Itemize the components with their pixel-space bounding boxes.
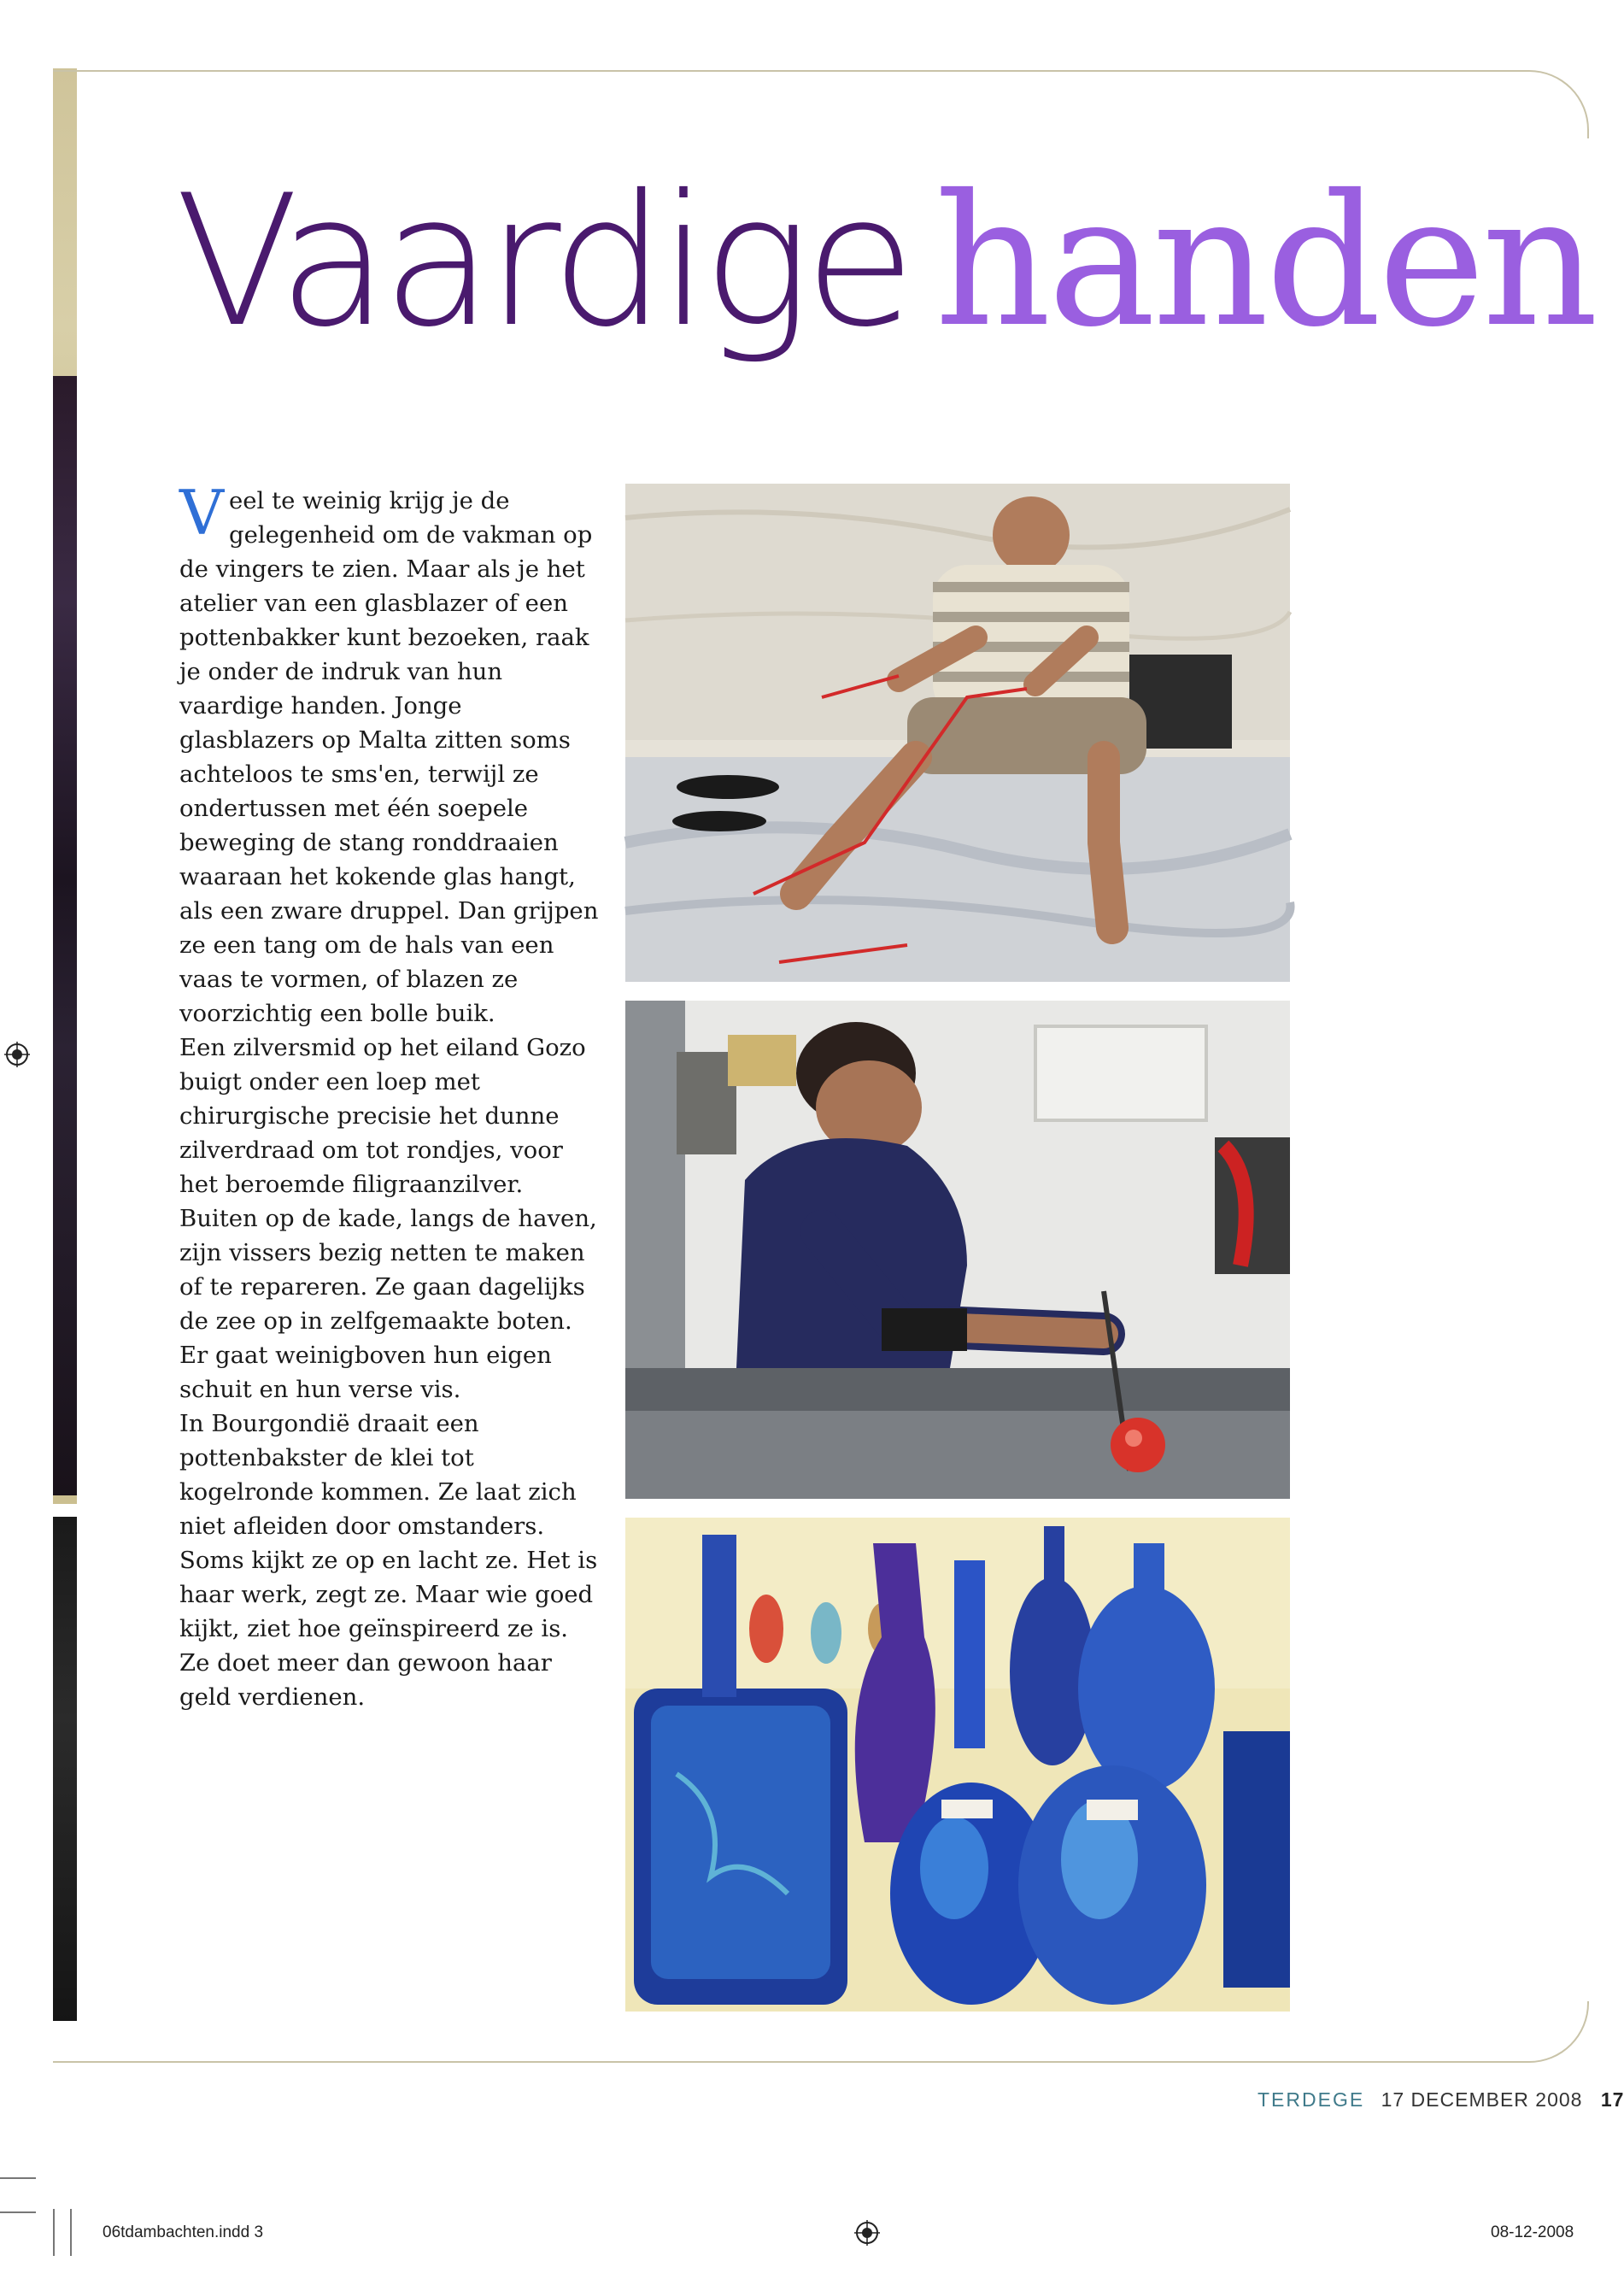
crop-mark (0, 2211, 36, 2213)
drop-cap: V (179, 477, 224, 549)
page-frame-top-line (53, 70, 1522, 72)
page-number: 17 (1600, 2088, 1624, 2111)
paragraph-1-text: eel te weinig krijg je de gelegenheid om de vakman op de vingers te zien. Maar als je het atelier van een glasblazer of een pottenbakker kunt bezoeken, raak je onder de indruk van hun vaardige handen. Jonge glasblazers op Malta zitten soms achteloos te sms'en, terwijl ze ondertussen met één soepele beweging de stang ronddraaien waaraan het kokende glas hangt, als een zware druppel. Dan grijpen ze een tang om de hals van een vaas te vormen, of blazen ze voorzichtig een bolle buik. (179, 487, 599, 1027)
photo-fisherman-mending-net (625, 484, 1290, 982)
paragraph-intro (179, 477, 602, 1031)
issue-date: 17 DECEMBER 2008 (1381, 2088, 1583, 2111)
article-title (175, 156, 1596, 367)
photo-blue-glass-vases (625, 1518, 1290, 2012)
title-part-2: handen (934, 156, 1596, 367)
registration-mark-icon (4, 1042, 30, 1067)
page-frame-bottom-corner (1521, 2001, 1589, 2063)
page-footer (1258, 2088, 1624, 2111)
paragraph-3: Buiten op de kade, langs de haven, zijn vissers bezig netten te maken of te repareren. Ze gaan dagelijks de zee op in zelfgemaakte boten. Er gaat weinigboven hun eigen schuit en hun verse vis. (179, 1205, 597, 1403)
paragraph-2: Een zilversmid op het eiland Gozo buigt onder een loep met chirurgische precisie het dunne zilverdraad om tot rondjes, voor het beroemde filigraanzilver. (179, 1034, 586, 1198)
previous-page-photo-strip-dark (53, 376, 77, 1495)
crop-mark (53, 2209, 55, 2256)
slug-date: 08-12-2008 (1491, 2223, 1574, 2241)
slug-filename: 06tdambachten.indd 3 (103, 2223, 264, 2241)
page-frame-top-corner (1521, 70, 1589, 138)
article-body (179, 477, 602, 1714)
registration-mark-icon (854, 2220, 880, 2246)
page-frame-bottom-line (53, 2061, 1522, 2063)
crop-mark (70, 2209, 72, 2256)
magazine-name: TERDEGE (1258, 2088, 1365, 2111)
crop-mark (0, 2177, 36, 2179)
title-part-1: Vaardige (175, 156, 909, 367)
paragraph-4: In Bourgondië draait een pottenbakster de klei tot kogelronde kommen. Ze laat zich niet afleiden door omstanders. Soms kijkt ze op en lacht ze. Het is haar werk, zegt ze. Maar wie goed kijkt, ziet hoe geïnspireerd ze is. Ze doet meer dan gewoon haar geld verdienen. (179, 1410, 598, 1711)
previous-page-photo-strip-bottom (53, 1517, 77, 2021)
photo-glassblower-at-work (625, 1001, 1290, 1499)
